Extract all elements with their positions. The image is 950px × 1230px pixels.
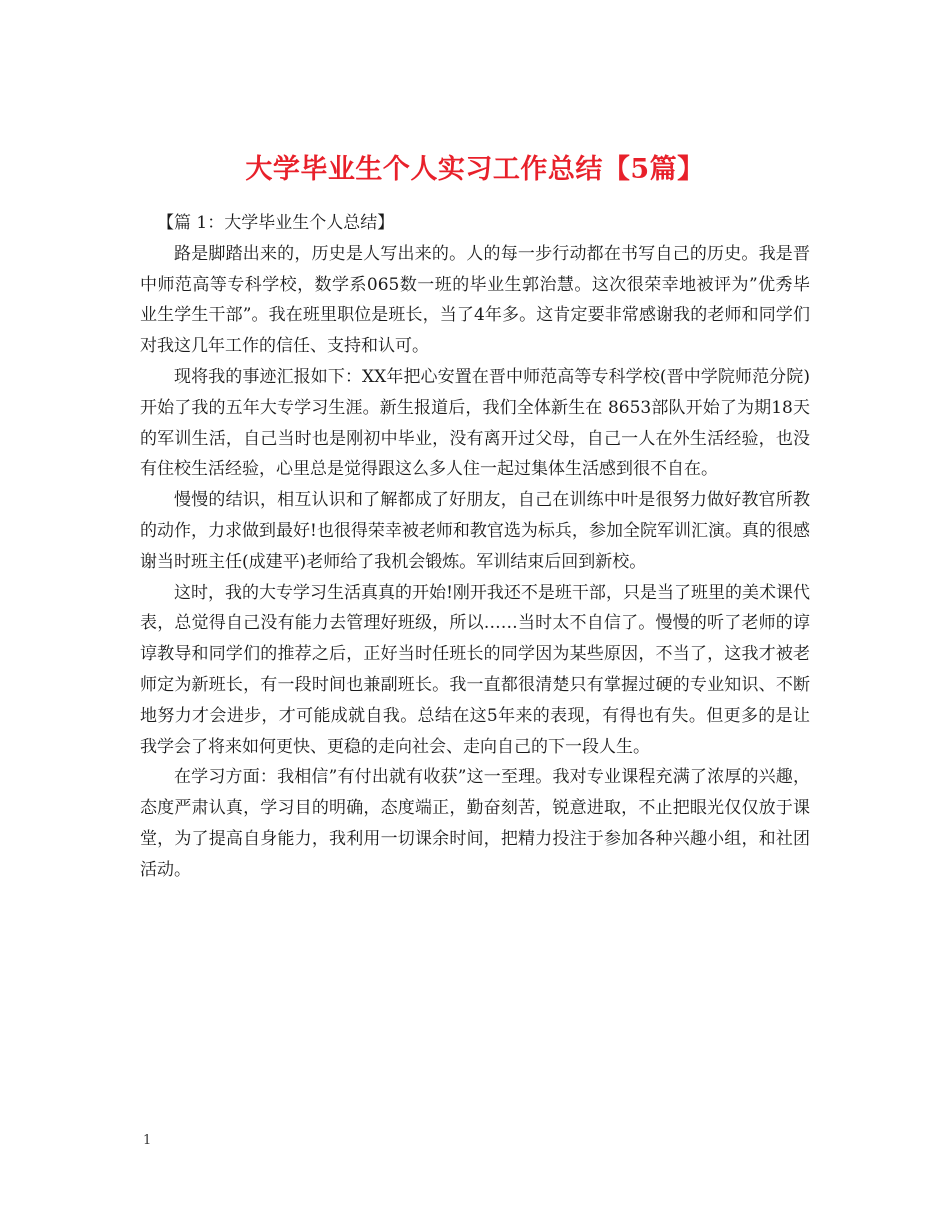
paragraph-1: 路是脚踏出来的，历史是人写出来的。人的每一步行动都在书写自己的历史。我是晋中师范高等专科学校，数学系065数一班的毕业生郭治慧。这次很荣幸地被评为”优秀毕业生学生干部”。我在班里职位是班长，当了4年多。这肯定要非常感谢我的老师和同学们对我这几年工作的信任、支持和认可。 (140, 243, 810, 357)
document-body (140, 208, 810, 886)
paragraph-5: 在学习方面：我相信”有付出就有收获”这一至理。我对专业课程充满了浓厚的兴趣，态度严肃认真，学习目的明确，态度端正，勤奋刻苦，锐意进取，不止把眼光仅仅放于课堂，为了提高自身能力，我利用一切课余时间，把精力投注于参加各种兴趣小组，和社团活动。 (140, 767, 810, 880)
paragraph-4: 这时，我的大专学习生活真真的开始!刚开我还不是班干部，只是当了班里的美术课代表，总觉得自己没有能力去管理好班级，所以……当时太不自信了。慢慢的听了老师的谆谆教导和同学们的推荐之后，正好当时任班长的同学因为某些原因，不当了，这我才被老师定为新班长，有一段时间也兼副班长。我一直都很清楚只有掌握过硬的专业知识、不断地努力才会进步，才可能成就自我。总结在这5年来的表现，有得也有失。但更多的是让我学会了将来如何更快、更稳的走向社会、走向自己的下一段人生。 (140, 582, 810, 757)
paragraph-3: 慢慢的结识，相互认识和了解都成了好朋友，自己在训练中叶是很努力做好教官所教的动作，力求做到最好!也很得荣幸被老师和教官选为标兵，参加全院军训汇演。真的很感谢当时班主任(成建平)老师给了我机会锻炼。军训结束后回到新校。 (140, 490, 810, 572)
section-heading: 【篇 1：大学毕业生个人总结】 (157, 213, 395, 233)
paragraph-2: 现将我的事迹汇报如下：XX年把心安置在晋中师范高等专科学校(晋中学院师范分院)开始了我的五年大专学习生涯。新生报道后，我们全体新生在 8653部队开始了为期18天的军训生活，自己当时也是刚初中毕业，没有离开过父母，自己一人在外生活经验，也没有住校生活经验，心里总是觉得跟这么多人住一起过集体生活感到很不自在。 (140, 366, 810, 480)
page-title: 大学毕业生个人实习工作总结【5篇】 (245, 154, 705, 186)
page-number: 1 (143, 1133, 152, 1148)
